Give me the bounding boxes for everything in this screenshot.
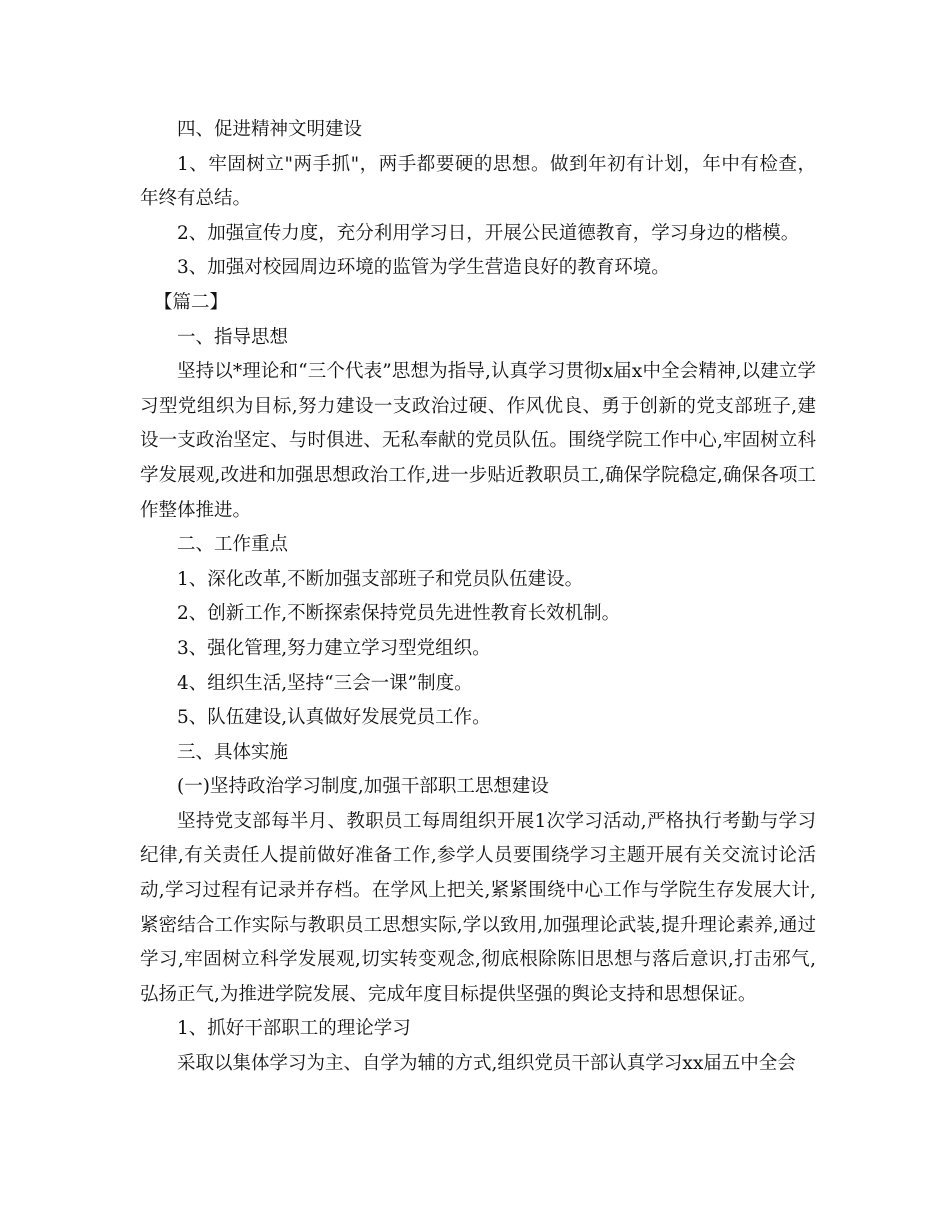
- section-heading-guiding-ideology: 一、指导思想: [177, 326, 289, 348]
- paragraph-theory-study: 采取以集体学习为主、自学为辅的方式,组织党员干部认真学习xx届五中全会: [177, 1053, 796, 1075]
- list-item-team-building: 5、队伍建设,认真做好发展党员工作。: [177, 707, 491, 729]
- paragraph-guiding-ideology: 坚持以*理论和“三个代表”思想为指导,认真学习贯彻x届x中全会精神,以建立学习型党组织为目标,努力建设一支政治过硬、作风优良、勇于创新的党支部班子,建设一支政治坚定、与时俱进、无私奉献的党员队伍。围绕学院工作中心,牢固树立科学发展观,改进和加强思想政治工作,进一步贴近教职员工,确保学院稳定,确保各项工作整体推进。: [140, 361, 816, 521]
- list-item-organizational-life: 4、组织生活,坚持“三会一课”制度。: [177, 672, 473, 694]
- section-heading-promote-spiritual-civilization: 四、促进精神文明建设: [177, 119, 363, 140]
- subsection-heading-theory-study: 1、抓好干部职工的理论学习: [177, 1018, 411, 1040]
- document-page: [140, 113, 816, 1082]
- list-item-strengthen-management: 3、强化管理,努力建立学习型党组织。: [177, 637, 491, 659]
- list-item-campus-environment: 3、加强对校园周边环境的监管为学生营造良好的教育环境。: [177, 257, 670, 279]
- list-item-deepen-reform: 1、深化改革,不断加强支部班子和党员队伍建设。: [177, 568, 584, 590]
- list-item-two-hands: 1、牢固树立"两手抓"，两手都要硬的思想。做到年初有计划，年中有检查，年终有总结。: [140, 153, 816, 210]
- paragraph-political-study: 坚持党支部每半月、教职员工每周组织开展1次学习活动,严格执行考勤与学习纪律,有关责任人提前做好准备工作,参学人员要围绕学习主题开展有关交流讨论活动,学习过程有记录并存档。在学风上把关,紧紧围绕中心工作与学院生存发展大计,紧密结合工作实际与教职员工思想实际,学以致用,加强理论武装,提升理论素养,通过学习,牢固树立科学发展观,切实转变观念,彻底根除陈旧思想与落后意识,打击邪气,弘扬正气,为推进学院发展、完成年度目标提供坚强的舆论支持和思想保证。: [140, 810, 816, 1005]
- list-item-publicity: 2、加强宣传力度，充分利用学习日，开展公民道德教育，学习身边的楷模。: [177, 222, 800, 244]
- subsection-heading-political-study: (一)坚持政治学习制度,加强干部职工思想建设: [177, 776, 549, 798]
- part-heading-two: 【篇二】: [154, 291, 229, 313]
- list-item-innovate-work: 2、创新工作,不断探索保持党员先进性教育长效机制。: [177, 603, 621, 625]
- section-heading-implementation: 三、具体实施: [177, 741, 289, 763]
- section-heading-work-focus: 二、工作重点: [177, 534, 289, 556]
